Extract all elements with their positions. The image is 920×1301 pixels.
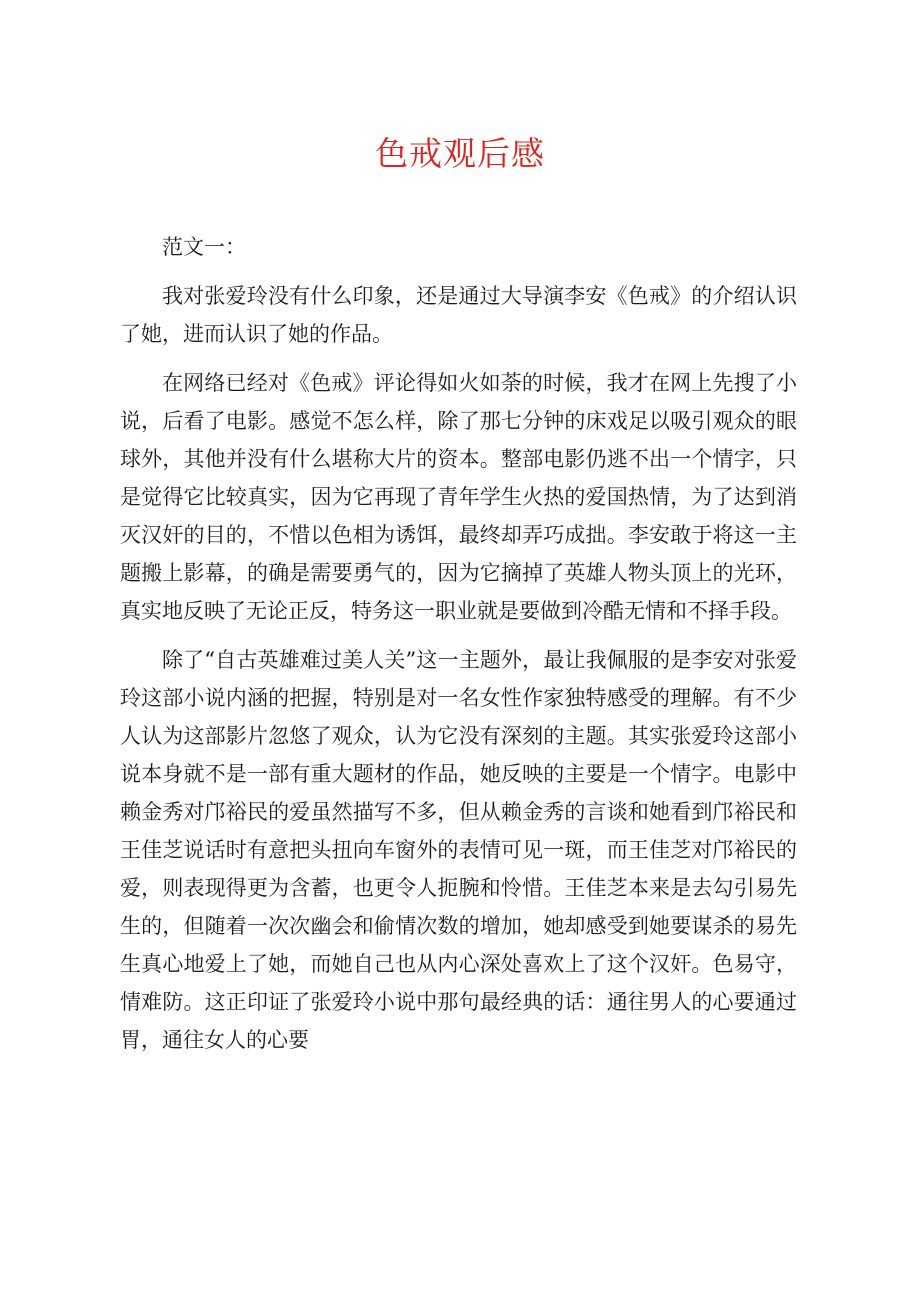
- document-body: [120, 228, 797, 1070]
- paragraph-intro: 我对张爱玲没有什么印象，还是通过大导演李安《色戒》的介绍认识了她，进而认识了她的作品。: [120, 284, 797, 346]
- paragraph-review: 在网络已经对《色戒》评论得如火如荼的时候，我才在网上先搜了小说，后看了电影。感觉不怎么样，除了那七分钟的床戏足以吸引观众的眼球外，其他并没有什么堪称大片的资本。整部电影仍逃不出一个情字，只是觉得它比较真实，因为它再现了青年学生火热的爱国热情，为了达到消灭汉奸的目的，不惜以色相为诱饵，最终却弄巧成拙。李安敢于将这一主题搬上影幕，的确是需要勇气的，因为它摘掉了英雄人物头顶上的光环，真实地反映了无论正反，特务这一职业就是要做到冷酷无情和不择手段。: [120, 371, 797, 623]
- paragraph-analysis: 除了“自古英雄难过美人关”这一主题外，最让我佩服的是李安对张爱玲这部小说内涵的把握，特别是对一名女性作家独特感受的理解。有不少人认为这部影片忽悠了观众，认为它没有深刻的主题。其实张爱玲这部小说本身就不是一部有重大题材的作品，她反映的主要是一个情字。电影中赖金秀对邝裕民的爱虽然描写不多，但从赖金秀的言谈和她看到邝裕民和王佳芝说话时有意把头扭向车窗外的表情可见一斑，而王佳芝对邝裕民的爱，则表现得更为含蓄，也更令人扼腕和怜惜。王佳芝本来是去勾引易先生的，但随着一次次幽会和偷情次数的增加，她却感受到她要谋杀的易先生真心地爱上了她，而她自己也从内心深处喜欢上了这个汉奸。色易守，情难防。这正印证了张爱玲小说中那句最经典的话：通往男人的心要通过胃，通往女人的心要: [120, 648, 797, 1052]
- paragraph-heading: 范文一：: [162, 235, 246, 259]
- document-title: 色戒观后感: [375, 134, 545, 173]
